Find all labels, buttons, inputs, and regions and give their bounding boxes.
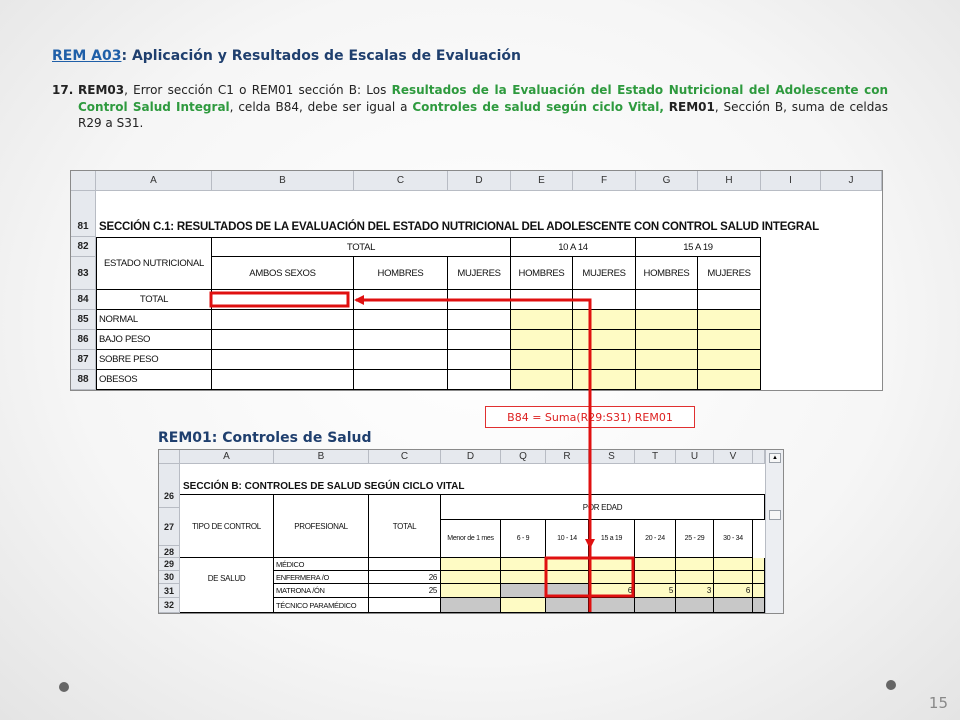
data-cell[interactable] bbox=[753, 584, 765, 598]
row2-header-26[interactable]: 26 bbox=[159, 464, 180, 508]
mujeres-header: MUJERES bbox=[448, 257, 511, 290]
enfermera-label: ENFERMERA /O bbox=[274, 571, 369, 584]
tecnico-label: TÉCNICO PARAMÉDICO bbox=[274, 598, 369, 613]
mujeres-15-19-header: MUJERES bbox=[698, 257, 761, 290]
total-medico-cell[interactable] bbox=[369, 558, 441, 571]
col-header-j[interactable]: J bbox=[821, 171, 882, 191]
formula-callout: B84 = Suma(R29:S31) REM01 bbox=[485, 406, 695, 428]
tipo-empty bbox=[180, 598, 274, 613]
age-header-1: 6 - 9 bbox=[501, 520, 546, 558]
data-cell[interactable] bbox=[511, 310, 573, 330]
rem03-text: REM03 bbox=[78, 83, 125, 97]
col-header-i[interactable]: I bbox=[761, 171, 821, 191]
row2-header-28[interactable]: 28 bbox=[159, 546, 180, 558]
total-header: TOTAL bbox=[212, 237, 511, 257]
profesional-header: PROFESIONAL bbox=[274, 494, 369, 558]
data-cell[interactable] bbox=[441, 558, 501, 571]
col2-header-a[interactable]: A bbox=[180, 450, 274, 464]
col-header-e[interactable]: E bbox=[511, 171, 573, 191]
col-header-b[interactable]: B bbox=[212, 171, 354, 191]
age-header-3: 15 a 19 bbox=[589, 520, 635, 558]
tipo-control-header: TIPO DE CONTROL bbox=[180, 494, 274, 558]
data-cell[interactable] bbox=[546, 571, 589, 584]
nav-dot-left bbox=[59, 682, 69, 692]
row-header-88[interactable]: 88 bbox=[71, 370, 96, 390]
section-b-title: SECCIÓN B: CONTROLES DE SALUD SEGÚN CICLO VITAL bbox=[183, 480, 465, 492]
data-cell[interactable] bbox=[511, 330, 573, 350]
total-tecnico-cell[interactable] bbox=[369, 598, 441, 613]
col2-header-b[interactable]: B bbox=[274, 450, 369, 464]
data-cell[interactable] bbox=[753, 571, 765, 584]
hombres-15-19-header: HOMBRES bbox=[636, 257, 698, 290]
estado-nutricional-header: ESTADO NUTRICIONAL bbox=[96, 237, 212, 290]
data-cell[interactable] bbox=[753, 598, 765, 613]
select-all-corner-2[interactable] bbox=[159, 450, 180, 464]
col2-header-w[interactable] bbox=[753, 450, 765, 464]
row2-header-31[interactable]: 31 bbox=[159, 584, 180, 598]
col2-header-s[interactable]: S bbox=[589, 450, 635, 464]
row-label-sobre-peso: SOBRE PESO bbox=[96, 350, 212, 370]
rem01-text: REM01 bbox=[668, 99, 715, 114]
data-cell[interactable] bbox=[698, 350, 761, 370]
data-cell[interactable] bbox=[448, 350, 511, 370]
rule-text-2: , celda B84, debe ser igual a bbox=[229, 99, 413, 114]
data-cell[interactable] bbox=[354, 330, 448, 350]
data-cell[interactable] bbox=[636, 370, 698, 390]
row2-header-27[interactable]: 27 bbox=[159, 508, 180, 546]
data-cell[interactable] bbox=[714, 558, 753, 571]
age-header-2: 10 - 14 bbox=[546, 520, 589, 558]
row-header-85[interactable]: 85 bbox=[71, 310, 96, 330]
data-cell[interactable] bbox=[448, 310, 511, 330]
data-cell[interactable] bbox=[714, 598, 753, 613]
data-cell[interactable] bbox=[501, 598, 546, 613]
data-cell[interactable] bbox=[511, 370, 573, 390]
data-cell[interactable] bbox=[441, 584, 501, 598]
data-cell[interactable] bbox=[573, 310, 636, 330]
data-cell[interactable] bbox=[441, 571, 501, 584]
data-cell[interactable] bbox=[354, 310, 448, 330]
data-cell[interactable] bbox=[676, 571, 714, 584]
rem-a03-link[interactable]: REM A03 bbox=[52, 48, 122, 64]
col-header-h[interactable]: H bbox=[698, 171, 761, 191]
data-cell[interactable] bbox=[573, 370, 636, 390]
data-cell[interactable]: 5 bbox=[635, 584, 676, 598]
data-cell[interactable] bbox=[212, 330, 354, 350]
data-cell[interactable]: 6 bbox=[589, 584, 635, 598]
col2-header-d[interactable]: D bbox=[441, 450, 501, 464]
data-cell[interactable] bbox=[511, 290, 573, 310]
rule-highlight-1: Resultados de la Evaluación del Estado Nutricional del Adolescente con Control Salud Integral bbox=[78, 83, 888, 114]
data-cell[interactable] bbox=[354, 350, 448, 370]
col-header-a[interactable]: A bbox=[96, 171, 212, 191]
data-cell[interactable] bbox=[441, 598, 501, 613]
row-header-82[interactable]: 82 bbox=[71, 237, 96, 257]
data-cell[interactable] bbox=[573, 350, 636, 370]
data-cell[interactable] bbox=[354, 290, 448, 310]
row-label-normal: NORMAL bbox=[96, 310, 212, 330]
page-title bbox=[52, 48, 521, 64]
por-edad-header: POR EDAD bbox=[441, 494, 765, 520]
col2-header-q[interactable]: Q bbox=[501, 450, 546, 464]
data-cell[interactable] bbox=[635, 598, 676, 613]
page-number: 15 bbox=[928, 694, 948, 712]
row2-header-32[interactable]: 32 bbox=[159, 598, 180, 613]
select-all-corner[interactable] bbox=[71, 171, 96, 191]
data-cell[interactable]: 6 bbox=[714, 584, 753, 598]
data-cell[interactable] bbox=[212, 370, 354, 390]
data-cell[interactable] bbox=[676, 558, 714, 571]
mujeres-10-14-header: MUJERES bbox=[573, 257, 636, 290]
data-cell[interactable]: 3 bbox=[676, 584, 714, 598]
ambos-sexos-header: AMBOS SEXOS bbox=[212, 257, 354, 290]
data-cell[interactable] bbox=[589, 558, 635, 571]
row-header-86[interactable]: 86 bbox=[71, 330, 96, 350]
row-label-obesos: OBESOS bbox=[96, 370, 212, 390]
data-cell[interactable] bbox=[636, 290, 698, 310]
data-cell[interactable] bbox=[573, 290, 636, 310]
data-cell[interactable] bbox=[636, 310, 698, 330]
data-cell[interactable] bbox=[589, 598, 635, 613]
age-10-14-header: 10 A 14 bbox=[511, 237, 636, 257]
rule-highlight-2: Controles de salud según ciclo Vital, bbox=[412, 99, 664, 114]
data-cell[interactable] bbox=[676, 598, 714, 613]
age-header-0: Menor de 1 mes bbox=[441, 520, 501, 558]
data-cell[interactable] bbox=[635, 558, 676, 571]
data-cell[interactable] bbox=[212, 290, 354, 310]
col-header-d[interactable]: D bbox=[448, 171, 511, 191]
rule-paragraph bbox=[52, 82, 888, 132]
scroll-thumb[interactable] bbox=[769, 510, 781, 520]
data-cell[interactable] bbox=[501, 571, 546, 584]
data-cell[interactable] bbox=[212, 310, 354, 330]
section-c1-title: SECCIÓN C.1: RESULTADOS DE LA EVALUACIÓN DEL ESTADO NUTRICIONAL DEL ADOLESCENTE CON CONTROL SALUD INTEGRAL bbox=[99, 221, 819, 233]
age-header-6: 30 - 34 bbox=[714, 520, 753, 558]
data-cell[interactable] bbox=[698, 330, 761, 350]
spreadsheet-section-c1 bbox=[70, 170, 883, 391]
data-cell[interactable] bbox=[511, 350, 573, 370]
hombres-10-14-header: HOMBRES bbox=[511, 257, 573, 290]
title-text: : Aplicación y Resultados de Escalas de Evaluación bbox=[121, 48, 521, 64]
data-cell[interactable] bbox=[501, 584, 546, 598]
data-cell[interactable] bbox=[354, 370, 448, 390]
de-salud-label: DE SALUD bbox=[180, 558, 274, 598]
row2-header-30[interactable]: 30 bbox=[159, 571, 180, 584]
vertical-scrollbar[interactable] bbox=[765, 450, 784, 613]
row-header-87[interactable]: 87 bbox=[71, 350, 96, 370]
col2-header-t[interactable]: T bbox=[635, 450, 676, 464]
col2-header-v[interactable]: V bbox=[714, 450, 753, 464]
data-cell[interactable] bbox=[212, 350, 354, 370]
data-cell[interactable] bbox=[698, 290, 761, 310]
col2-header-r[interactable]: R bbox=[546, 450, 589, 464]
data-cell[interactable] bbox=[635, 571, 676, 584]
scroll-up-icon[interactable]: ▲ bbox=[769, 453, 781, 463]
data-cell[interactable] bbox=[546, 584, 589, 598]
hombres-header: HOMBRES bbox=[354, 257, 448, 290]
col2-header-c[interactable]: C bbox=[369, 450, 441, 464]
medico-label: MÉDICO bbox=[274, 558, 369, 571]
row-label-bajo-peso: BAJO PESO bbox=[96, 330, 212, 350]
data-cell[interactable] bbox=[448, 290, 511, 310]
data-cell[interactable] bbox=[698, 310, 761, 330]
data-cell[interactable] bbox=[546, 558, 589, 571]
row-header-81[interactable]: 81 bbox=[71, 191, 96, 237]
col-header-c[interactable]: C bbox=[354, 171, 448, 191]
total-enfermera-cell[interactable]: 26 bbox=[369, 571, 441, 584]
data-cell[interactable] bbox=[753, 558, 765, 571]
nav-dot-right bbox=[886, 680, 896, 690]
age-header-5: 25 - 29 bbox=[676, 520, 714, 558]
data-cell[interactable] bbox=[501, 558, 546, 571]
row-header-84[interactable]: 84 bbox=[71, 290, 96, 310]
rem01-subtitle: REM01: Controles de Salud bbox=[158, 430, 372, 446]
spreadsheet-section-b bbox=[158, 449, 784, 614]
row-label-total: TOTAL bbox=[96, 290, 212, 310]
data-cell[interactable] bbox=[714, 571, 753, 584]
data-cell[interactable] bbox=[573, 330, 636, 350]
age-header-4: 20 - 24 bbox=[635, 520, 676, 558]
data-cell[interactable] bbox=[636, 350, 698, 370]
matrona-label: MATRONA /ÓN bbox=[274, 584, 369, 598]
total-matrona-cell[interactable]: 25 bbox=[369, 584, 441, 598]
row2-header-29[interactable]: 29 bbox=[159, 558, 180, 571]
col-header-g[interactable]: G bbox=[636, 171, 698, 191]
rule-text-1: , Error sección C1 o REM01 sección B: Los bbox=[124, 83, 392, 97]
data-cell[interactable] bbox=[448, 370, 511, 390]
rule-number: 17. bbox=[52, 83, 74, 97]
col2-header-u[interactable]: U bbox=[676, 450, 714, 464]
age-15-19-header: 15 A 19 bbox=[636, 237, 761, 257]
row-header-83[interactable]: 83 bbox=[71, 257, 96, 290]
col-header-f[interactable]: F bbox=[573, 171, 636, 191]
data-cell[interactable] bbox=[589, 571, 635, 584]
data-cell[interactable] bbox=[698, 370, 761, 390]
data-cell[interactable] bbox=[636, 330, 698, 350]
data-cell[interactable] bbox=[448, 330, 511, 350]
rule-text-3: , Sección B, suma de celdas R29 a S31. bbox=[78, 99, 888, 130]
data-cell[interactable] bbox=[546, 598, 589, 613]
total-header-2: TOTAL bbox=[369, 494, 441, 558]
